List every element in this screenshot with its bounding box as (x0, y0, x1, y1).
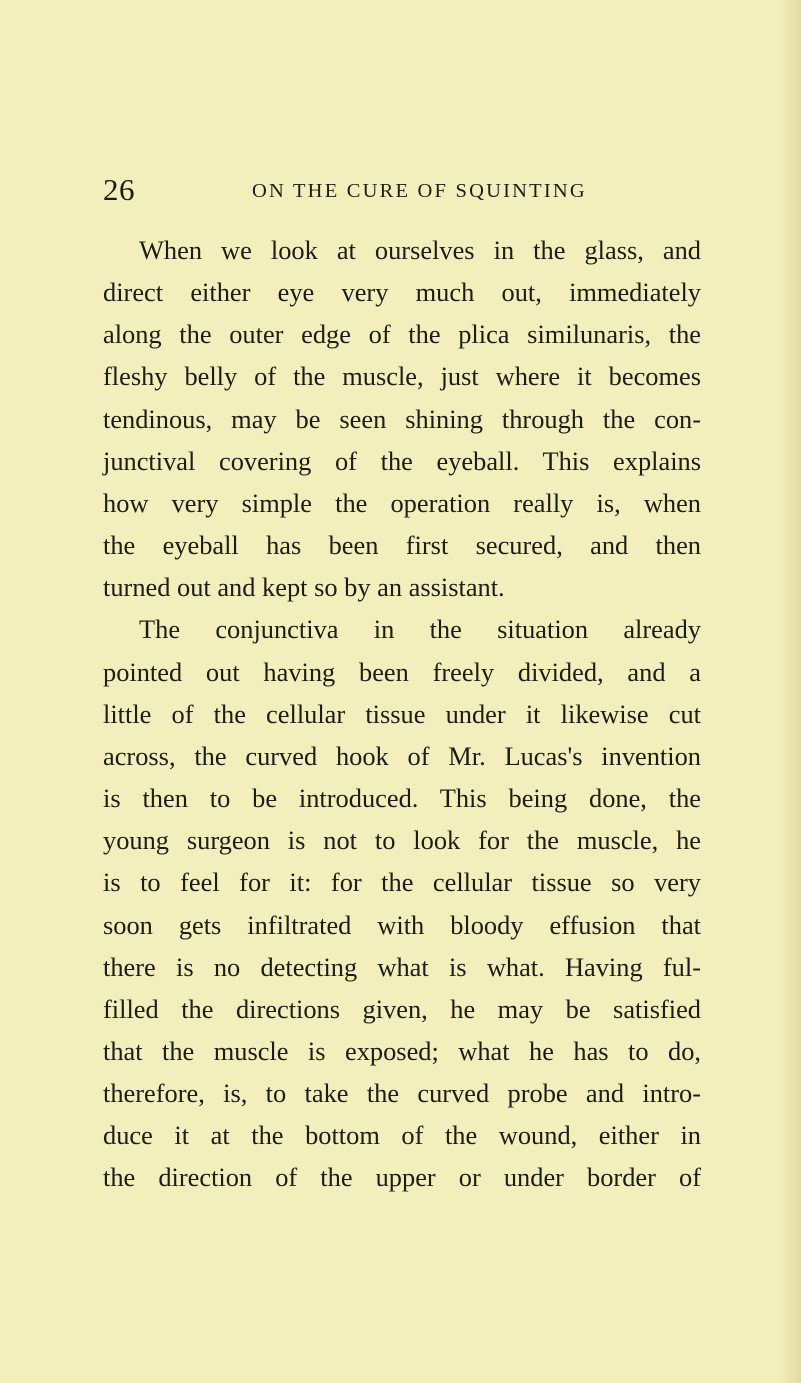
running-head: ON THE CURE OF SQUINTING (252, 180, 587, 202)
text-line: fleshy belly of the muscle, just where it becomes (103, 361, 701, 392)
text-line: tendinous, may be seen shining through the con- (103, 403, 701, 434)
text-line: the eyeball has been first secured, and then (103, 530, 701, 561)
page-number: 26 (103, 172, 135, 207)
text-line: junctival covering of the eyeball. This explains (103, 445, 701, 476)
text-line: When we look at ourselves in the glass, and (139, 235, 701, 265)
text-line: filled the directions given, he may be satisfied (103, 993, 701, 1024)
text-line: along the outer edge of the plica similunaris, the (103, 319, 701, 350)
body-text (103, 229, 701, 1199)
text-line: turned out and kept so by an assistant. (103, 572, 505, 603)
text-line: that the muscle is exposed; what he has to do, (103, 1035, 701, 1066)
text-line: how very simple the operation really is, when (103, 487, 701, 518)
text-line: little of the cellular tissue under it likewise cut (103, 698, 701, 729)
text-line: is then to be introduced. This being done, the (103, 783, 701, 814)
text-line: the direction of the upper or under border of (103, 1162, 701, 1193)
text-line: soon gets infiltrated with bloody effusion that (103, 909, 701, 940)
text-line: direct either eye very much out, immediately (103, 277, 701, 308)
text-line: therefore, is, to take the curved probe and intro- (103, 1078, 701, 1109)
text-line: pointed out having been freely divided, and a (103, 656, 701, 687)
text-line: there is no detecting what is what. Having ful- (103, 951, 701, 982)
text-line: young surgeon is not to look for the muscle, he (103, 825, 701, 856)
text-line: is to feel for it: for the cellular tissue so very (103, 867, 701, 898)
text-line: duce it at the bottom of the wound, either in (103, 1120, 701, 1151)
page-header (0, 170, 801, 210)
text-line: across, the curved hook of Mr. Lucas's invention (103, 740, 701, 771)
text-line: The conjunctiva in the situation already (139, 614, 701, 645)
